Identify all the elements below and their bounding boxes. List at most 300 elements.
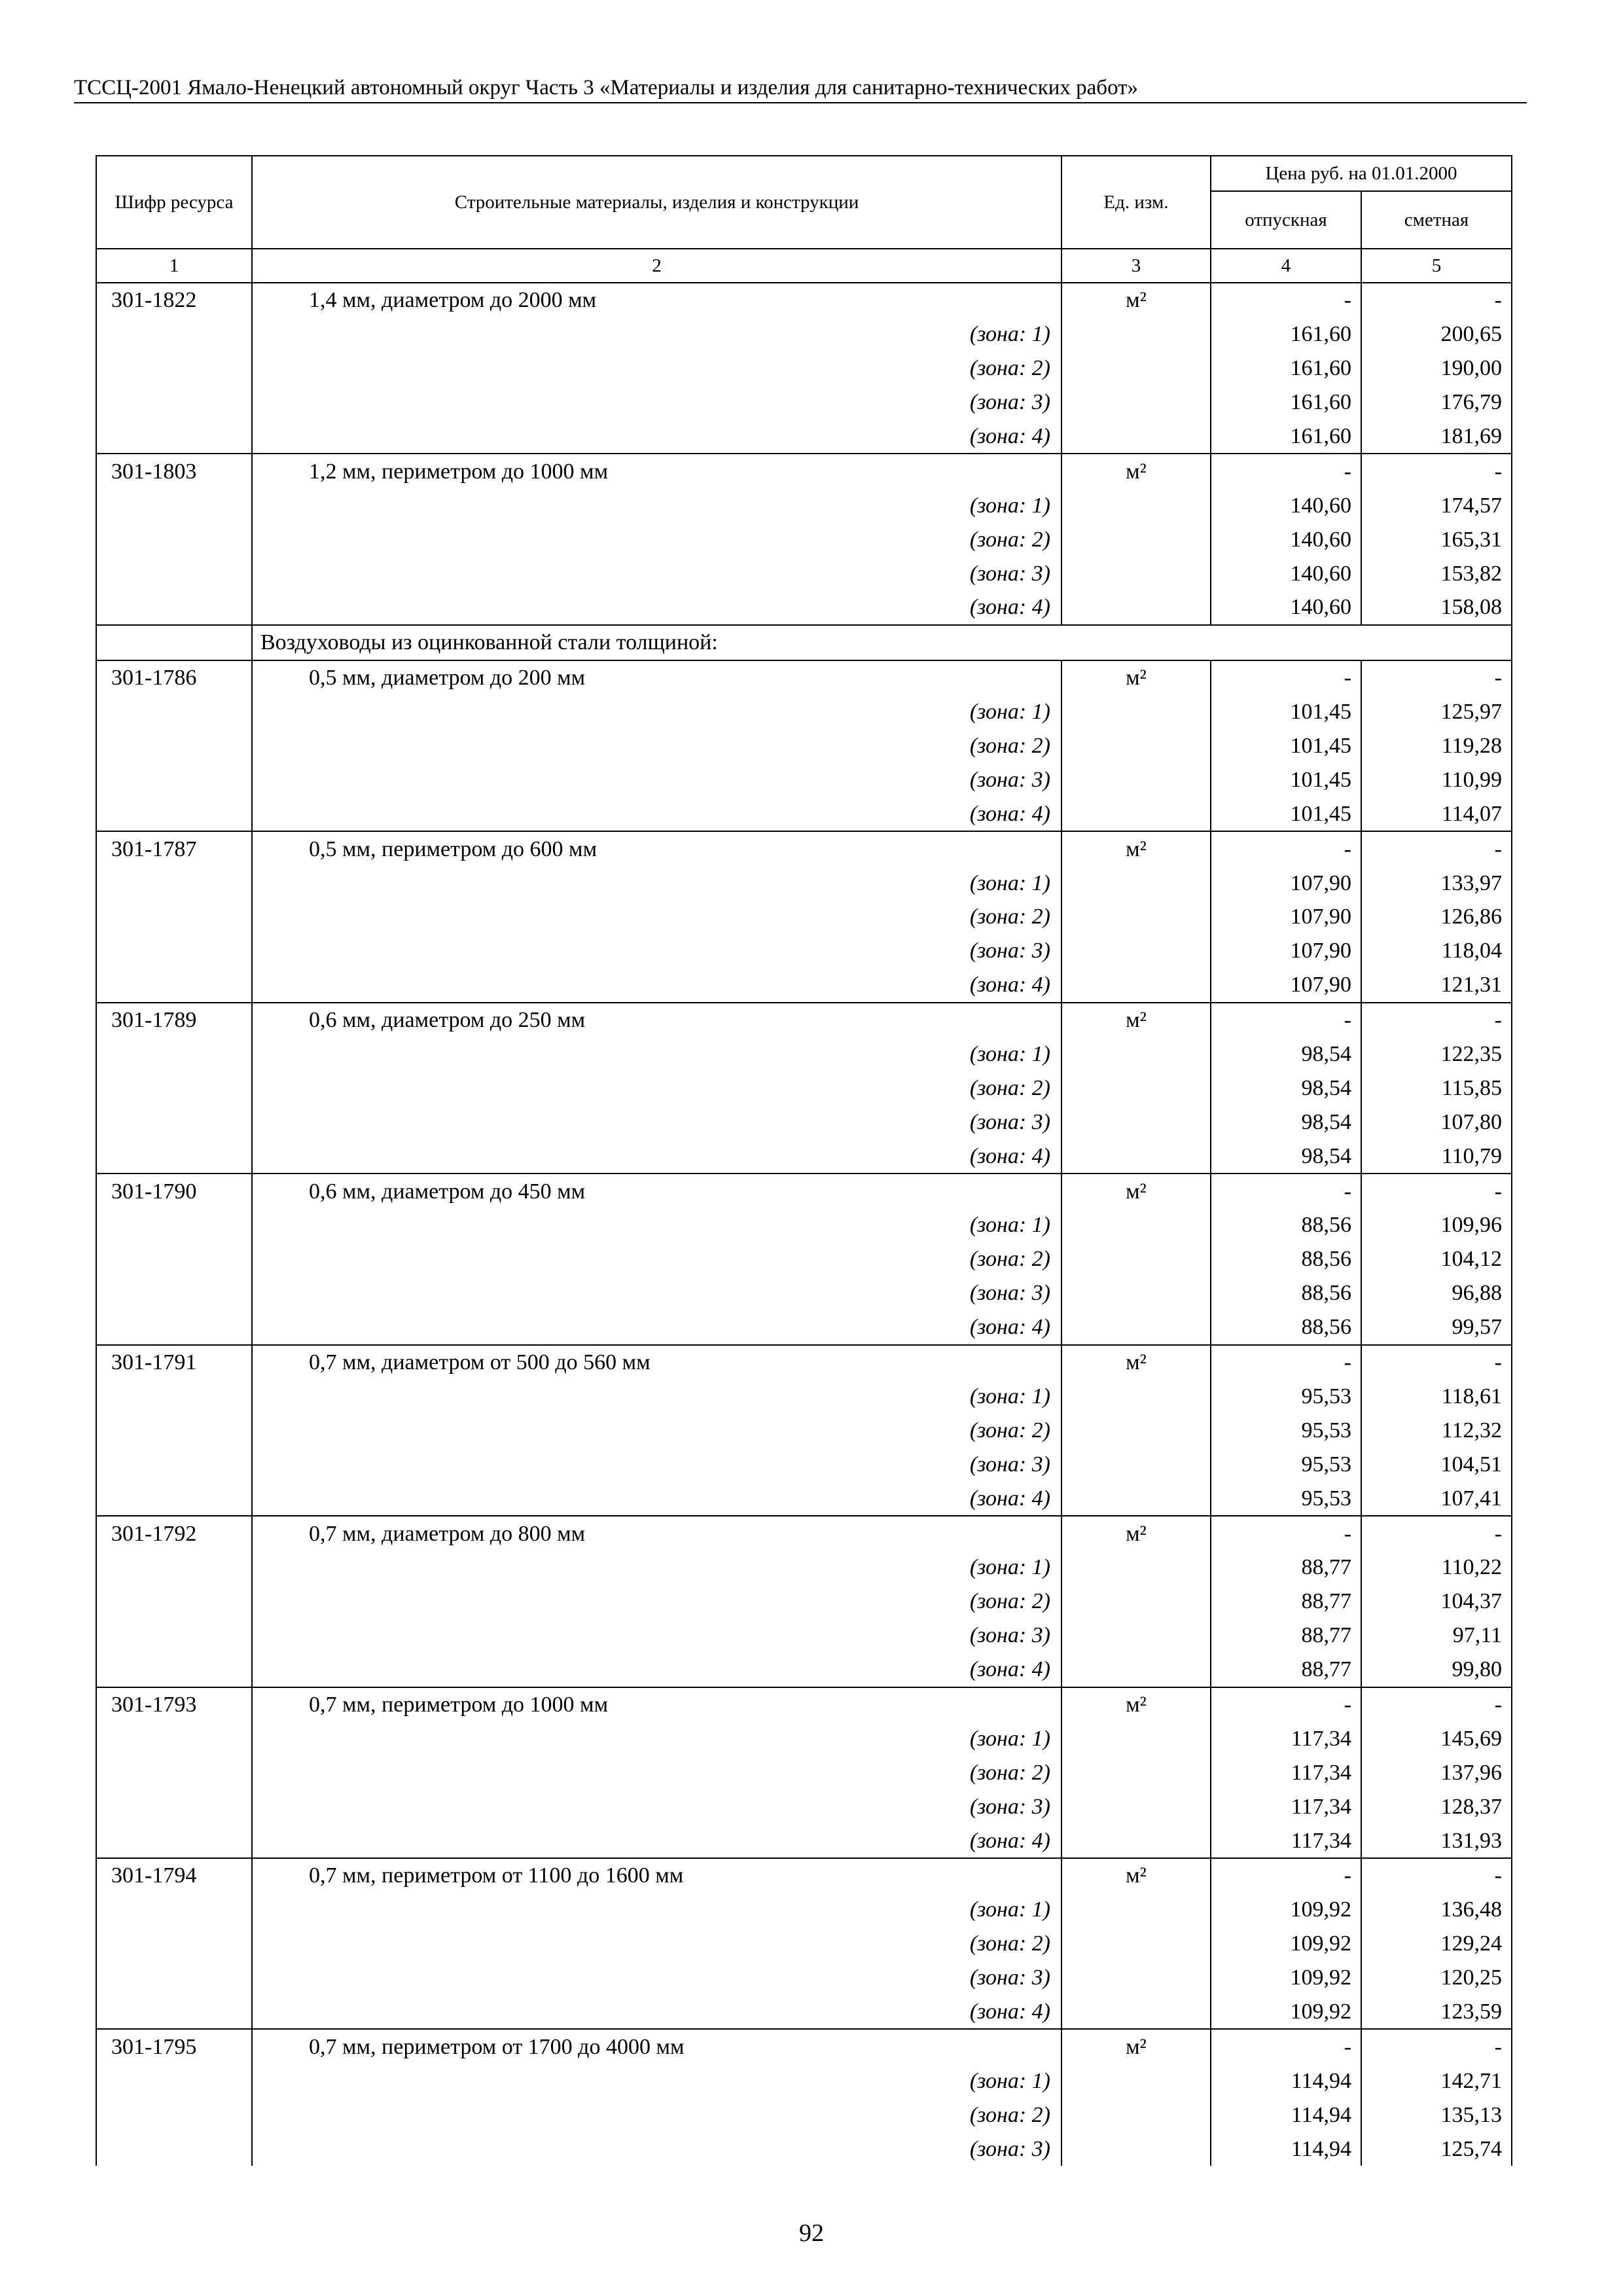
column-header-unit: Ед. изм. bbox=[1061, 156, 1211, 249]
empty-cell bbox=[96, 1105, 252, 1139]
column-number-3: 3 bbox=[1061, 249, 1211, 283]
zone-label: (зона: 3) bbox=[252, 1789, 1061, 1823]
zone-row bbox=[96, 762, 1512, 797]
release-price: 88,77 bbox=[1211, 1619, 1361, 1653]
release-price: 117,34 bbox=[1211, 1721, 1361, 1755]
unit-cell: м² bbox=[1061, 1858, 1211, 1893]
release-price: 88,56 bbox=[1211, 1310, 1361, 1345]
empty-cell bbox=[96, 1585, 252, 1619]
release-price: 114,94 bbox=[1211, 2098, 1361, 2132]
estimate-price: 107,41 bbox=[1361, 1481, 1512, 1516]
resource-code: 301-1822 bbox=[96, 283, 252, 317]
release-price: 161,60 bbox=[1211, 317, 1361, 351]
release-price: 140,60 bbox=[1211, 522, 1361, 556]
estimate-price: 120,25 bbox=[1361, 1961, 1512, 1995]
empty-cell bbox=[1061, 1961, 1211, 1995]
item-name: 1,4 мм, диаметром до 2000 мм bbox=[252, 283, 1061, 317]
estimate-price: - bbox=[1361, 1516, 1512, 1551]
zone-label: (зона: 2) bbox=[252, 900, 1061, 934]
empty-cell bbox=[1061, 797, 1211, 831]
zone-row bbox=[96, 1823, 1512, 1858]
empty-cell bbox=[1061, 1276, 1211, 1310]
column-header-code: Шифр ресурса bbox=[96, 156, 252, 249]
zone-row bbox=[96, 420, 1512, 454]
empty-cell bbox=[1061, 1413, 1211, 1447]
empty-cell bbox=[96, 968, 252, 1003]
zone-row bbox=[96, 556, 1512, 590]
zone-label: (зона: 2) bbox=[252, 729, 1061, 763]
zone-row bbox=[96, 1893, 1512, 1927]
zone-row bbox=[96, 1380, 1512, 1414]
zone-label: (зона: 2) bbox=[252, 1242, 1061, 1276]
estimate-price: 118,61 bbox=[1361, 1380, 1512, 1414]
zone-label: (зона: 4) bbox=[252, 968, 1061, 1003]
release-price: - bbox=[1211, 1174, 1361, 1208]
estimate-price: 114,07 bbox=[1361, 797, 1512, 831]
empty-cell bbox=[96, 1413, 252, 1447]
empty-cell bbox=[96, 556, 252, 590]
release-price: 107,90 bbox=[1211, 900, 1361, 934]
estimate-price: - bbox=[1361, 660, 1512, 695]
item-row bbox=[96, 1687, 1512, 1722]
zone-label: (зона: 4) bbox=[252, 1481, 1061, 1516]
resource-code: 301-1793 bbox=[96, 1687, 252, 1722]
item-row bbox=[96, 1858, 1512, 1893]
empty-cell bbox=[96, 1927, 252, 1961]
empty-cell bbox=[96, 1653, 252, 1687]
release-price: 114,94 bbox=[1211, 2064, 1361, 2098]
estimate-price: - bbox=[1361, 1858, 1512, 1893]
estimate-price: 131,93 bbox=[1361, 1823, 1512, 1858]
column-number-4: 4 bbox=[1211, 249, 1361, 283]
empty-cell bbox=[1061, 556, 1211, 590]
zone-row bbox=[96, 1619, 1512, 1653]
zone-row bbox=[96, 1721, 1512, 1755]
unit-cell: м² bbox=[1061, 454, 1211, 488]
estimate-price: - bbox=[1361, 454, 1512, 488]
zone-row bbox=[96, 1071, 1512, 1105]
estimate-price: - bbox=[1361, 1687, 1512, 1722]
column-header-estimate: сметная bbox=[1361, 191, 1512, 249]
item-name: 0,7 мм, диаметром от 500 до 560 мм bbox=[252, 1345, 1061, 1380]
empty-cell bbox=[96, 386, 252, 420]
empty-cell bbox=[96, 522, 252, 556]
item-name: 0,7 мм, периметром от 1700 до 4000 мм bbox=[252, 2029, 1061, 2064]
estimate-price: 99,57 bbox=[1361, 1310, 1512, 1345]
release-price: 101,45 bbox=[1211, 729, 1361, 763]
estimate-price: - bbox=[1361, 1345, 1512, 1380]
release-price: - bbox=[1211, 1345, 1361, 1380]
release-price: 88,77 bbox=[1211, 1653, 1361, 1687]
zone-row bbox=[96, 1276, 1512, 1310]
column-number-5: 5 bbox=[1361, 249, 1512, 283]
zone-row bbox=[96, 797, 1512, 831]
empty-cell bbox=[96, 625, 252, 660]
estimate-price: 200,65 bbox=[1361, 317, 1512, 351]
empty-cell bbox=[96, 1551, 252, 1585]
zone-row bbox=[96, 2098, 1512, 2132]
empty-cell bbox=[96, 1893, 252, 1927]
zone-row bbox=[96, 2132, 1512, 2166]
estimate-price: - bbox=[1361, 1003, 1512, 1037]
empty-cell bbox=[1061, 1208, 1211, 1242]
release-price: 88,56 bbox=[1211, 1276, 1361, 1310]
estimate-price: 135,13 bbox=[1361, 2098, 1512, 2132]
empty-cell bbox=[1061, 1310, 1211, 1345]
empty-cell bbox=[96, 1481, 252, 1516]
item-row bbox=[96, 1516, 1512, 1551]
empty-cell bbox=[96, 729, 252, 763]
release-price: 98,54 bbox=[1211, 1071, 1361, 1105]
unit-cell: м² bbox=[1061, 2029, 1211, 2064]
zone-row bbox=[96, 1139, 1512, 1174]
empty-cell bbox=[1061, 522, 1211, 556]
release-price: 101,45 bbox=[1211, 797, 1361, 831]
release-price: 95,53 bbox=[1211, 1481, 1361, 1516]
empty-cell bbox=[1061, 1447, 1211, 1481]
item-row bbox=[96, 660, 1512, 695]
release-price: 88,56 bbox=[1211, 1242, 1361, 1276]
zone-label: (зона: 2) bbox=[252, 1413, 1061, 1447]
zone-label: (зона: 2) bbox=[252, 351, 1061, 386]
release-price: - bbox=[1211, 831, 1361, 866]
estimate-price: 122,35 bbox=[1361, 1037, 1512, 1071]
zone-label: (зона: 4) bbox=[252, 1653, 1061, 1687]
empty-cell bbox=[1061, 2064, 1211, 2098]
empty-cell bbox=[1061, 1481, 1211, 1516]
item-row bbox=[96, 1174, 1512, 1208]
release-price: - bbox=[1211, 283, 1361, 317]
release-price: - bbox=[1211, 660, 1361, 695]
zone-label: (зона: 3) bbox=[252, 1447, 1061, 1481]
empty-cell bbox=[96, 695, 252, 729]
empty-cell bbox=[96, 1755, 252, 1789]
zone-label: (зона: 1) bbox=[252, 1208, 1061, 1242]
release-price: 114,94 bbox=[1211, 2132, 1361, 2166]
zone-row bbox=[96, 1208, 1512, 1242]
empty-cell bbox=[1061, 1823, 1211, 1858]
release-price: 88,77 bbox=[1211, 1551, 1361, 1585]
resource-code: 301-1794 bbox=[96, 1858, 252, 1893]
zone-label: (зона: 4) bbox=[252, 1310, 1061, 1345]
empty-cell bbox=[96, 1380, 252, 1414]
zone-label: (зона: 4) bbox=[252, 797, 1061, 831]
estimate-price: 190,00 bbox=[1361, 351, 1512, 386]
table-header bbox=[96, 156, 1512, 283]
empty-cell bbox=[1061, 488, 1211, 522]
empty-cell bbox=[1061, 1721, 1211, 1755]
zone-label: (зона: 1) bbox=[252, 1380, 1061, 1414]
estimate-price: - bbox=[1361, 1174, 1512, 1208]
estimate-price: 119,28 bbox=[1361, 729, 1512, 763]
estimate-price: 110,22 bbox=[1361, 1551, 1512, 1585]
release-price: 98,54 bbox=[1211, 1105, 1361, 1139]
release-price: 109,92 bbox=[1211, 1995, 1361, 2030]
empty-cell bbox=[96, 934, 252, 968]
zone-label: (зона: 2) bbox=[252, 1927, 1061, 1961]
zone-label: (зона: 4) bbox=[252, 1139, 1061, 1174]
zone-row bbox=[96, 488, 1512, 522]
zone-label: (зона: 4) bbox=[252, 420, 1061, 454]
zone-row bbox=[96, 729, 1512, 763]
empty-cell bbox=[1061, 1619, 1211, 1653]
zone-row bbox=[96, 1995, 1512, 2030]
empty-cell bbox=[1061, 1893, 1211, 1927]
zone-label: (зона: 3) bbox=[252, 934, 1061, 968]
zone-row bbox=[96, 1927, 1512, 1961]
empty-cell bbox=[1061, 934, 1211, 968]
release-price: - bbox=[1211, 454, 1361, 488]
page-number: 92 bbox=[799, 2219, 824, 2247]
zone-label: (зона: 3) bbox=[252, 1276, 1061, 1310]
empty-cell bbox=[1061, 695, 1211, 729]
estimate-price: 142,71 bbox=[1361, 2064, 1512, 2098]
zone-label: (зона: 1) bbox=[252, 1551, 1061, 1585]
zone-row bbox=[96, 351, 1512, 386]
empty-cell bbox=[1061, 1242, 1211, 1276]
estimate-price: 97,11 bbox=[1361, 1619, 1512, 1653]
empty-cell bbox=[1061, 1380, 1211, 1414]
section-heading-row bbox=[96, 625, 1512, 660]
zone-row bbox=[96, 1789, 1512, 1823]
zone-row bbox=[96, 866, 1512, 900]
estimate-price: 176,79 bbox=[1361, 386, 1512, 420]
item-row bbox=[96, 454, 1512, 488]
estimate-price: - bbox=[1361, 831, 1512, 866]
resource-code: 301-1789 bbox=[96, 1003, 252, 1037]
empty-cell bbox=[1061, 1071, 1211, 1105]
zone-row bbox=[96, 900, 1512, 934]
empty-cell bbox=[96, 1995, 252, 2030]
empty-cell bbox=[96, 1823, 252, 1858]
empty-cell bbox=[1061, 2098, 1211, 2132]
empty-cell bbox=[96, 900, 252, 934]
resource-code: 301-1791 bbox=[96, 1345, 252, 1380]
zone-label: (зона: 4) bbox=[252, 590, 1061, 625]
unit-cell: м² bbox=[1061, 1345, 1211, 1380]
estimate-price: 118,04 bbox=[1361, 934, 1512, 968]
zone-row bbox=[96, 2064, 1512, 2098]
estimate-price: 104,37 bbox=[1361, 1585, 1512, 1619]
empty-cell bbox=[1061, 590, 1211, 625]
item-row bbox=[96, 2029, 1512, 2064]
estimate-price: 115,85 bbox=[1361, 1071, 1512, 1105]
empty-cell bbox=[1061, 1995, 1211, 2030]
zone-row bbox=[96, 1653, 1512, 1687]
estimate-price: 126,86 bbox=[1361, 900, 1512, 934]
zone-row bbox=[96, 1242, 1512, 1276]
estimate-price: 121,31 bbox=[1361, 968, 1512, 1003]
zone-label: (зона: 4) bbox=[252, 1995, 1061, 2030]
release-price: 107,90 bbox=[1211, 968, 1361, 1003]
release-price: 161,60 bbox=[1211, 420, 1361, 454]
estimate-price: 158,08 bbox=[1361, 590, 1512, 625]
empty-cell bbox=[1061, 1927, 1211, 1961]
empty-cell bbox=[96, 1721, 252, 1755]
empty-cell bbox=[1061, 1755, 1211, 1789]
zone-label: (зона: 1) bbox=[252, 695, 1061, 729]
release-price: 109,92 bbox=[1211, 1893, 1361, 1927]
item-row bbox=[96, 283, 1512, 317]
release-price: 88,77 bbox=[1211, 1585, 1361, 1619]
zone-label: (зона: 1) bbox=[252, 1037, 1061, 1071]
release-price: 109,92 bbox=[1211, 1927, 1361, 1961]
zone-label: (зона: 3) bbox=[252, 556, 1061, 590]
zone-label: (зона: 2) bbox=[252, 1755, 1061, 1789]
release-price: 117,34 bbox=[1211, 1823, 1361, 1858]
empty-cell bbox=[1061, 900, 1211, 934]
empty-cell bbox=[96, 1619, 252, 1653]
zone-label: (зона: 3) bbox=[252, 1105, 1061, 1139]
empty-cell bbox=[1061, 1105, 1211, 1139]
empty-cell bbox=[1061, 1037, 1211, 1071]
estimate-price: 137,96 bbox=[1361, 1755, 1512, 1789]
empty-cell bbox=[1061, 1551, 1211, 1585]
empty-cell bbox=[96, 1961, 252, 1995]
empty-cell bbox=[96, 1139, 252, 1174]
release-price: - bbox=[1211, 1858, 1361, 1893]
empty-cell bbox=[1061, 729, 1211, 763]
zone-row bbox=[96, 1037, 1512, 1071]
empty-cell bbox=[1061, 1789, 1211, 1823]
zone-label: (зона: 2) bbox=[252, 522, 1061, 556]
zone-row bbox=[96, 386, 1512, 420]
zone-label: (зона: 3) bbox=[252, 386, 1061, 420]
item-row bbox=[96, 831, 1512, 866]
empty-cell bbox=[96, 797, 252, 831]
zone-label: (зона: 1) bbox=[252, 488, 1061, 522]
estimate-price: 99,80 bbox=[1361, 1653, 1512, 1687]
estimate-price: 104,12 bbox=[1361, 1242, 1512, 1276]
empty-cell bbox=[96, 1208, 252, 1242]
estimate-price: 110,99 bbox=[1361, 762, 1512, 797]
zone-label: (зона: 1) bbox=[252, 1721, 1061, 1755]
empty-cell bbox=[96, 351, 252, 386]
estimate-price: 128,37 bbox=[1361, 1789, 1512, 1823]
release-price: 95,53 bbox=[1211, 1447, 1361, 1481]
zone-row bbox=[96, 590, 1512, 625]
empty-cell bbox=[96, 488, 252, 522]
item-name: 0,7 мм, диаметром до 800 мм bbox=[252, 1516, 1061, 1551]
empty-cell bbox=[96, 1037, 252, 1071]
release-price: 98,54 bbox=[1211, 1037, 1361, 1071]
item-name: 0,7 мм, периметром от 1100 до 1600 мм bbox=[252, 1858, 1061, 1893]
column-number-1: 1 bbox=[96, 249, 252, 283]
empty-cell bbox=[96, 420, 252, 454]
table-body bbox=[96, 283, 1512, 2166]
zone-label: (зона: 1) bbox=[252, 1893, 1061, 1927]
column-number-2: 2 bbox=[252, 249, 1061, 283]
estimate-price: 109,96 bbox=[1361, 1208, 1512, 1242]
zone-row bbox=[96, 1413, 1512, 1447]
estimate-price: 136,48 bbox=[1361, 1893, 1512, 1927]
empty-cell bbox=[1061, 1585, 1211, 1619]
estimate-price: 123,59 bbox=[1361, 1995, 1512, 2030]
price-table bbox=[96, 155, 1512, 2166]
release-price: 98,54 bbox=[1211, 1139, 1361, 1174]
column-header-price-group: Цена руб. на 01.01.2000 bbox=[1211, 156, 1512, 191]
empty-cell bbox=[96, 2098, 252, 2132]
zone-label: (зона: 4) bbox=[252, 1823, 1061, 1858]
unit-cell: м² bbox=[1061, 1003, 1211, 1037]
zone-label: (зона: 2) bbox=[252, 1071, 1061, 1105]
zone-row bbox=[96, 1105, 1512, 1139]
estimate-price: 145,69 bbox=[1361, 1721, 1512, 1755]
release-price: 140,60 bbox=[1211, 488, 1361, 522]
release-price: 107,90 bbox=[1211, 934, 1361, 968]
estimate-price: - bbox=[1361, 2029, 1512, 2064]
item-name: 0,6 мм, диаметром до 450 мм bbox=[252, 1174, 1061, 1208]
resource-code: 301-1795 bbox=[96, 2029, 252, 2064]
section-heading: Воздуховоды из оцинкованной стали толщиной: bbox=[252, 625, 1512, 660]
estimate-price: - bbox=[1361, 283, 1512, 317]
estimate-price: 129,24 bbox=[1361, 1927, 1512, 1961]
release-price: - bbox=[1211, 2029, 1361, 2064]
estimate-price: 174,57 bbox=[1361, 488, 1512, 522]
empty-cell bbox=[96, 1789, 252, 1823]
empty-cell bbox=[96, 1310, 252, 1345]
empty-cell bbox=[1061, 2132, 1211, 2166]
estimate-price: 104,51 bbox=[1361, 1447, 1512, 1481]
empty-cell bbox=[1061, 762, 1211, 797]
item-name: 1,2 мм, периметром до 1000 мм bbox=[252, 454, 1061, 488]
item-name: 0,5 мм, диаметром до 200 мм bbox=[252, 660, 1061, 695]
empty-cell bbox=[1061, 1653, 1211, 1687]
item-name: 0,7 мм, периметром до 1000 мм bbox=[252, 1687, 1061, 1722]
zone-row bbox=[96, 522, 1512, 556]
zone-label: (зона: 1) bbox=[252, 2064, 1061, 2098]
zone-label: (зона: 2) bbox=[252, 2098, 1061, 2132]
unit-cell: м² bbox=[1061, 1174, 1211, 1208]
unit-cell: м² bbox=[1061, 1687, 1211, 1722]
zone-row bbox=[96, 317, 1512, 351]
zone-row bbox=[96, 968, 1512, 1003]
release-price: 95,53 bbox=[1211, 1413, 1361, 1447]
zone-row bbox=[96, 1447, 1512, 1481]
unit-cell: м² bbox=[1061, 660, 1211, 695]
release-price: - bbox=[1211, 1003, 1361, 1037]
estimate-price: 112,32 bbox=[1361, 1413, 1512, 1447]
page-header: ТССЦ-2001 Ямало-Ненецкий автономный округ Часть 3 «Материалы и изделия для санитарно-технических работ» bbox=[74, 73, 1527, 103]
estimate-price: 181,69 bbox=[1361, 420, 1512, 454]
zone-row bbox=[96, 695, 1512, 729]
item-row bbox=[96, 1345, 1512, 1380]
empty-cell bbox=[1061, 317, 1211, 351]
release-price: 95,53 bbox=[1211, 1380, 1361, 1414]
release-price: 101,45 bbox=[1211, 695, 1361, 729]
empty-cell bbox=[96, 1071, 252, 1105]
resource-code: 301-1790 bbox=[96, 1174, 252, 1208]
estimate-price: 110,79 bbox=[1361, 1139, 1512, 1174]
release-price: 88,56 bbox=[1211, 1208, 1361, 1242]
estimate-price: 107,80 bbox=[1361, 1105, 1512, 1139]
empty-cell bbox=[96, 762, 252, 797]
unit-cell: м² bbox=[1061, 283, 1211, 317]
estimate-price: 125,74 bbox=[1361, 2132, 1512, 2166]
unit-cell: м² bbox=[1061, 831, 1211, 866]
empty-cell bbox=[1061, 866, 1211, 900]
item-name: 0,5 мм, периметром до 600 мм bbox=[252, 831, 1061, 866]
empty-cell bbox=[1061, 1139, 1211, 1174]
zone-label: (зона: 2) bbox=[252, 1585, 1061, 1619]
empty-cell bbox=[1061, 351, 1211, 386]
estimate-price: 153,82 bbox=[1361, 556, 1512, 590]
release-price: 161,60 bbox=[1211, 386, 1361, 420]
zone-label: (зона: 3) bbox=[252, 2132, 1061, 2166]
resource-code: 301-1803 bbox=[96, 454, 252, 488]
zone-label: (зона: 1) bbox=[252, 317, 1061, 351]
empty-cell bbox=[96, 866, 252, 900]
